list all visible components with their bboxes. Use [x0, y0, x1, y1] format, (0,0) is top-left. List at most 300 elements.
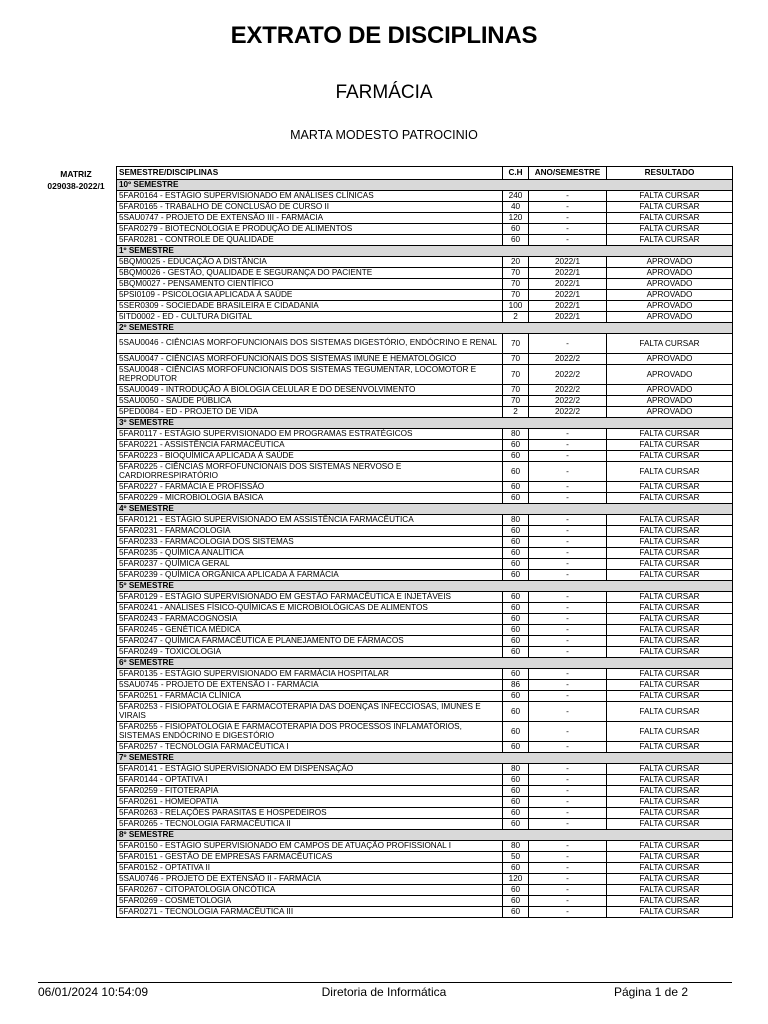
discipline-hours: 60 — [503, 559, 529, 570]
discipline-term: - — [529, 786, 607, 797]
discipline-row — [117, 451, 733, 462]
matriz-code: 029038-2022/1 — [47, 181, 105, 191]
discipline-row — [117, 680, 733, 691]
discipline-row — [117, 301, 733, 312]
discipline-result: FALTA CURSAR — [607, 896, 733, 907]
discipline-name: 5SER0309 - SOCIEDADE BRASILEIRA E CIDADANIA — [117, 301, 503, 312]
discipline-row — [117, 592, 733, 603]
document-title: EXTRATO DE DISCIPLINAS — [230, 22, 538, 49]
discipline-term: - — [529, 742, 607, 753]
discipline-name: 5FAR0117 - ESTÁGIO SUPERVISIONADO EM PROGRAMAS ESTRATÉGICOS — [117, 429, 503, 440]
discipline-result: FALTA CURSAR — [607, 885, 733, 896]
discipline-row — [117, 440, 733, 451]
discipline-hours: 60 — [503, 702, 529, 722]
discipline-name: 5FAR0281 - CONTROLE DE QUALIDADE — [117, 235, 503, 246]
table-header-row — [117, 167, 733, 180]
discipline-hours: 60 — [503, 548, 529, 559]
footer-page-number: Página 1 de 2 — [613, 985, 688, 999]
discipline-result: APROVADO — [607, 396, 733, 407]
discipline-name: 5SAU0046 - CIÊNCIAS MORFOFUNCIONAIS DOS SISTEMAS DIGESTÓRIO, ENDÓCRINO E RENAL — [117, 334, 503, 354]
discipline-hours: 60 — [503, 625, 529, 636]
discipline-result: FALTA CURSAR — [607, 592, 733, 603]
discipline-result: FALTA CURSAR — [607, 691, 733, 702]
discipline-result: FALTA CURSAR — [607, 191, 733, 202]
discipline-name: 5FAR0165 - TRABALHO DE CONCLUSÃO DE CURSO II — [117, 202, 503, 213]
discipline-name: 5FAR0243 - FARMACOGNOSIA — [117, 614, 503, 625]
discipline-name: 5ITD0002 - ED - CULTURA DIGITAL — [117, 312, 503, 323]
discipline-term: - — [529, 224, 607, 235]
discipline-result: FALTA CURSAR — [607, 775, 733, 786]
discipline-name: 5FAR0152 - OPTATIVA II — [117, 863, 503, 874]
discipline-name: 5FAR0164 - ESTÁGIO SUPERVISIONADO EM ANÁLISES CLÍNICAS — [117, 191, 503, 202]
discipline-name: 5FAR0223 - BIOQUÍMICA APLICADA À SAÚDE — [117, 451, 503, 462]
discipline-result: APROVADO — [607, 268, 733, 279]
discipline-hours: 40 — [503, 202, 529, 213]
semester-label: 3º SEMESTRE — [117, 418, 733, 429]
discipline-result: FALTA CURSAR — [607, 841, 733, 852]
footer-divider — [38, 982, 732, 983]
discipline-row — [117, 669, 733, 680]
discipline-row — [117, 852, 733, 863]
discipline-name: 5SAU0746 - PROJETO DE EXTENSÃO II - FARMÁCIA — [117, 874, 503, 885]
discipline-term: - — [529, 482, 607, 493]
discipline-hours: 80 — [503, 841, 529, 852]
discipline-row — [117, 235, 733, 246]
discipline-term: - — [529, 603, 607, 614]
discipline-name: 5FAR0237 - QUÍMICA GERAL — [117, 559, 503, 570]
discipline-row — [117, 213, 733, 224]
discipline-row — [117, 797, 733, 808]
discipline-name: 5BQM0027 - PENSAMENTO CIENTÍFICO — [117, 279, 503, 290]
discipline-hours: 60 — [503, 526, 529, 537]
discipline-row — [117, 279, 733, 290]
discipline-term: - — [529, 907, 607, 918]
discipline-hours: 60 — [503, 722, 529, 742]
discipline-hours: 60 — [503, 647, 529, 658]
discipline-term: 2022/2 — [529, 396, 607, 407]
discipline-term: - — [529, 722, 607, 742]
discipline-hours: 60 — [503, 493, 529, 504]
discipline-row — [117, 548, 733, 559]
discipline-result: FALTA CURSAR — [607, 797, 733, 808]
discipline-name: 5FAR0265 - TECNOLOGIA FARMACÊUTICA II — [117, 819, 503, 830]
discipline-row — [117, 775, 733, 786]
discipline-hours: 2 — [503, 312, 529, 323]
discipline-term: 2022/2 — [529, 365, 607, 385]
student-name: MARTA MODESTO PATROCINIO — [290, 128, 478, 142]
discipline-row — [117, 885, 733, 896]
discipline-name: 5FAR0257 - TECNOLOGIA FARMACÊUTICA I — [117, 742, 503, 753]
discipline-result: FALTA CURSAR — [607, 863, 733, 874]
discipline-term: - — [529, 797, 607, 808]
discipline-result: APROVADO — [607, 385, 733, 396]
semester-label: 5º SEMESTRE — [117, 581, 733, 592]
discipline-name: 5FAR0225 - CIÊNCIAS MORFOFUNCIONAIS DOS SISTEMAS NERVOSO E CARDIORRESPIRATÓRIO — [117, 462, 503, 482]
discipline-hours: 60 — [503, 885, 529, 896]
discipline-name: 5SAU0747 - PROJETO DE EXTENSÃO III - FARMÁCIA — [117, 213, 503, 224]
discipline-term: - — [529, 592, 607, 603]
discipline-hours: 60 — [503, 603, 529, 614]
discipline-result: FALTA CURSAR — [607, 614, 733, 625]
discipline-name: 5FAR0241 - ANÁLISES FÍSICO-QUÍMICAS E MICROBIOLÓGICAS DE ALIMENTOS — [117, 603, 503, 614]
discipline-hours: 100 — [503, 301, 529, 312]
discipline-name: 5FAR0151 - GESTÃO DE EMPRESAS FARMACÊUTICAS — [117, 852, 503, 863]
discipline-row — [117, 515, 733, 526]
column-header-resultado: RESULTADO — [607, 167, 733, 180]
discipline-term: 2022/1 — [529, 301, 607, 312]
discipline-hours: 120 — [503, 213, 529, 224]
discipline-result: FALTA CURSAR — [607, 440, 733, 451]
discipline-result: FALTA CURSAR — [607, 680, 733, 691]
semester-header-row — [117, 830, 733, 841]
discipline-row — [117, 365, 733, 385]
discipline-result: FALTA CURSAR — [607, 570, 733, 581]
discipline-hours: 60 — [503, 235, 529, 246]
discipline-term: 2022/2 — [529, 407, 607, 418]
discipline-row — [117, 257, 733, 268]
discipline-term: 2022/2 — [529, 354, 607, 365]
discipline-result: APROVADO — [607, 279, 733, 290]
discipline-name: 5FAR0231 - FARMACOLOGIA — [117, 526, 503, 537]
discipline-result: FALTA CURSAR — [607, 907, 733, 918]
discipline-term: - — [529, 191, 607, 202]
discipline-term: - — [529, 462, 607, 482]
discipline-term: - — [529, 213, 607, 224]
discipline-result: APROVADO — [607, 354, 733, 365]
discipline-name: 5PED0084 - ED - PROJETO DE VIDA — [117, 407, 503, 418]
discipline-term: - — [529, 235, 607, 246]
discipline-result: APROVADO — [607, 365, 733, 385]
discipline-row — [117, 764, 733, 775]
discipline-term: - — [529, 885, 607, 896]
discipline-row — [117, 526, 733, 537]
discipline-result: FALTA CURSAR — [607, 742, 733, 753]
discipline-name: 5FAR0227 - FARMÁCIA E PROFISSÃO — [117, 482, 503, 493]
discipline-term: 2022/1 — [529, 257, 607, 268]
discipline-hours: 60 — [503, 786, 529, 797]
discipline-hours: 60 — [503, 691, 529, 702]
discipline-name: 5FAR0135 - ESTÁGIO SUPERVISIONADO EM FARMÁCIA HOSPITALAR — [117, 669, 503, 680]
discipline-name: 5PSI0109 - PSICOLOGIA APLICADA À SAÚDE — [117, 290, 503, 301]
discipline-hours: 60 — [503, 614, 529, 625]
discipline-result: FALTA CURSAR — [607, 429, 733, 440]
discipline-term: - — [529, 647, 607, 658]
discipline-row — [117, 742, 733, 753]
discipline-hours: 60 — [503, 570, 529, 581]
discipline-result: FALTA CURSAR — [607, 852, 733, 863]
discipline-term: - — [529, 896, 607, 907]
discipline-name: 5FAR0221 - ASSISTÊNCIA FARMACÊUTICA — [117, 440, 503, 451]
discipline-result: FALTA CURSAR — [607, 224, 733, 235]
discipline-name: 5FAR0269 - COSMETOLOGIA — [117, 896, 503, 907]
discipline-result: APROVADO — [607, 301, 733, 312]
discipline-hours: 70 — [503, 268, 529, 279]
discipline-name: 5FAR0271 - TECNOLOGIA FARMACÊUTICA III — [117, 907, 503, 918]
discipline-name: 5FAR0233 - FARMACOLOGIA DOS SISTEMAS — [117, 537, 503, 548]
discipline-term: 2022/1 — [529, 312, 607, 323]
discipline-result: FALTA CURSAR — [607, 559, 733, 570]
discipline-row — [117, 385, 733, 396]
discipline-name: 5FAR0263 - RELAÇÕES PARASITAS E HOSPEDEIROS — [117, 808, 503, 819]
discipline-hours: 60 — [503, 537, 529, 548]
discipline-term: - — [529, 841, 607, 852]
discipline-hours: 120 — [503, 874, 529, 885]
discipline-row — [117, 396, 733, 407]
discipline-name: 5FAR0150 - ESTÁGIO SUPERVISIONADO EM CAMPOS DE ATUAÇÃO PROFISSIONAL I — [117, 841, 503, 852]
semester-header-row — [117, 246, 733, 257]
discipline-result: FALTA CURSAR — [607, 636, 733, 647]
discipline-hours: 60 — [503, 462, 529, 482]
discipline-hours: 60 — [503, 775, 529, 786]
discipline-term: - — [529, 515, 607, 526]
discipline-term: - — [529, 852, 607, 863]
discipline-result: APROVADO — [607, 257, 733, 268]
discipline-hours: 60 — [503, 482, 529, 493]
semester-label: 4º SEMESTRE — [117, 504, 733, 515]
discipline-name: 5FAR0259 - FITOTERAPIA — [117, 786, 503, 797]
discipline-result: FALTA CURSAR — [607, 874, 733, 885]
discipline-term: 2022/1 — [529, 279, 607, 290]
discipline-name: 5FAR0247 - QUÍMICA FARMACÊUTICA E PLANEJAMENTO DE FÁRMACOS — [117, 636, 503, 647]
column-header-ano-semestre: ANO/SEMESTRE — [529, 167, 607, 180]
discipline-name: 5BQM0026 - GESTÃO, QUALIDADE E SEGURANÇA DO PACIENTE — [117, 268, 503, 279]
semester-header-row — [117, 658, 733, 669]
discipline-term: - — [529, 775, 607, 786]
discipline-row — [117, 268, 733, 279]
discipline-row — [117, 493, 733, 504]
discipline-row — [117, 559, 733, 570]
semester-header-row — [117, 753, 733, 764]
discipline-term: - — [529, 636, 607, 647]
discipline-name: 5SAU0049 - INTRODUÇÃO À BIOLOGIA CELULAR E DO DESENVOLVIMENTO — [117, 385, 503, 396]
discipline-row — [117, 625, 733, 636]
discipline-hours: 80 — [503, 515, 529, 526]
discipline-hours: 240 — [503, 191, 529, 202]
discipline-result: FALTA CURSAR — [607, 202, 733, 213]
discipline-name: 5FAR0279 - BIOTECNOLOGIA E PRODUÇÃO DE ALIMENTOS — [117, 224, 503, 235]
discipline-result: FALTA CURSAR — [607, 722, 733, 742]
discipline-hours: 60 — [503, 808, 529, 819]
discipline-term: - — [529, 526, 607, 537]
discipline-row — [117, 290, 733, 301]
discipline-row — [117, 702, 733, 722]
matriz-block — [38, 168, 114, 192]
discipline-hours: 86 — [503, 680, 529, 691]
discipline-term: - — [529, 429, 607, 440]
semester-header-row — [117, 581, 733, 592]
discipline-row — [117, 202, 733, 213]
semester-header-row — [117, 418, 733, 429]
discipline-hours: 60 — [503, 669, 529, 680]
discipline-row — [117, 614, 733, 625]
discipline-row — [117, 896, 733, 907]
discipline-term: - — [529, 691, 607, 702]
discipline-term: 2022/1 — [529, 290, 607, 301]
discipline-hours: 70 — [503, 365, 529, 385]
discipline-hours: 20 — [503, 257, 529, 268]
discipline-result: FALTA CURSAR — [607, 515, 733, 526]
discipline-hours: 50 — [503, 852, 529, 863]
discipline-hours: 60 — [503, 742, 529, 753]
discipline-row — [117, 841, 733, 852]
discipline-result: APROVADO — [607, 407, 733, 418]
discipline-result: FALTA CURSAR — [607, 819, 733, 830]
discipline-term: - — [529, 702, 607, 722]
footer-datetime: 06/01/2024 10:54:09 — [38, 985, 149, 999]
discipline-result: FALTA CURSAR — [607, 548, 733, 559]
discipline-result: FALTA CURSAR — [607, 451, 733, 462]
discipline-name: 5FAR0255 - FISIOPATOLOGIA E FARMACOTERAPIA DOS PROCESSOS INFLAMATÓRIOS, SISTEMAS ENDÓCRINO E DIGESTÓRIO — [117, 722, 503, 742]
discipline-name: 5FAR0267 - CITOPATOLOGIA ONCÓTICA — [117, 885, 503, 896]
discipline-result: FALTA CURSAR — [607, 702, 733, 722]
discipline-result: FALTA CURSAR — [607, 808, 733, 819]
discipline-row — [117, 429, 733, 440]
disciplines-table — [116, 166, 733, 918]
semester-label: 1º SEMESTRE — [117, 246, 733, 257]
discipline-name: 5SAU0745 - PROJETO DE EXTENSÃO I - FARMÁCIA — [117, 680, 503, 691]
discipline-name: 5FAR0229 - MICROBIOLOGIA BÁSICA — [117, 493, 503, 504]
discipline-name: 5FAR0129 - ESTÁGIO SUPERVISIONADO EM GESTÃO FARMACÊUTICA E INJETÁVEIS — [117, 592, 503, 603]
discipline-result: FALTA CURSAR — [607, 537, 733, 548]
discipline-term: 2022/2 — [529, 385, 607, 396]
semester-header-row — [117, 180, 733, 191]
discipline-term: - — [529, 559, 607, 570]
discipline-hours: 60 — [503, 896, 529, 907]
discipline-name: 5FAR0253 - FISIOPATOLOGIA E FARMACOTERAPIA DAS DOENÇAS INFECCIOSAS, IMUNES E VIRAIS — [117, 702, 503, 722]
discipline-name: 5FAR0235 - QUÍMICA ANALÍTICA — [117, 548, 503, 559]
discipline-row — [117, 874, 733, 885]
discipline-term: - — [529, 625, 607, 636]
discipline-hours: 70 — [503, 354, 529, 365]
discipline-hours: 60 — [503, 440, 529, 451]
semester-label: 10º SEMESTRE — [117, 180, 733, 191]
discipline-result: FALTA CURSAR — [607, 786, 733, 797]
discipline-result: APROVADO — [607, 312, 733, 323]
discipline-term: - — [529, 548, 607, 559]
discipline-row — [117, 407, 733, 418]
discipline-term: - — [529, 334, 607, 354]
semester-header-row — [117, 323, 733, 334]
discipline-name: 5FAR0141 - ESTÁGIO SUPERVISIONADO EM DISPENSAÇÃO — [117, 764, 503, 775]
discipline-term: - — [529, 570, 607, 581]
discipline-result: FALTA CURSAR — [607, 493, 733, 504]
discipline-name: 5FAR0251 - FARMÁCIA CLÍNICA — [117, 691, 503, 702]
discipline-name: 5FAR0121 - ESTÁGIO SUPERVISIONADO EM ASSISTÊNCIA FARMACÊUTICA — [117, 515, 503, 526]
discipline-row — [117, 863, 733, 874]
discipline-result: FALTA CURSAR — [607, 235, 733, 246]
discipline-term: - — [529, 537, 607, 548]
discipline-row — [117, 786, 733, 797]
discipline-name: 5FAR0261 - HOMEOPATIA — [117, 797, 503, 808]
semester-label: 2º SEMESTRE — [117, 323, 733, 334]
discipline-row — [117, 334, 733, 354]
discipline-row — [117, 603, 733, 614]
discipline-row — [117, 312, 733, 323]
discipline-hours: 80 — [503, 764, 529, 775]
discipline-name: 5BQM0025 - EDUCAÇÃO A DISTÂNCIA — [117, 257, 503, 268]
discipline-term: - — [529, 680, 607, 691]
discipline-hours: 70 — [503, 290, 529, 301]
discipline-hours: 60 — [503, 592, 529, 603]
discipline-result: FALTA CURSAR — [607, 625, 733, 636]
footer-department: Diretoria de Informática — [321, 985, 447, 999]
discipline-row — [117, 907, 733, 918]
discipline-result: FALTA CURSAR — [607, 482, 733, 493]
discipline-term: - — [529, 493, 607, 504]
course-name: FARMÁCIA — [335, 82, 433, 103]
discipline-result: FALTA CURSAR — [607, 213, 733, 224]
discipline-name: 5FAR0249 - TOXICOLOGIA — [117, 647, 503, 658]
discipline-term: - — [529, 440, 607, 451]
discipline-name: 5SAU0047 - CIÊNCIAS MORFOFUNCIONAIS DOS SISTEMAS IMUNE E HEMATOLÓGICO — [117, 354, 503, 365]
discipline-row — [117, 647, 733, 658]
discipline-row — [117, 808, 733, 819]
discipline-name: 5FAR0245 - GENÉTICA MÉDICA — [117, 625, 503, 636]
discipline-hours: 60 — [503, 797, 529, 808]
discipline-term: - — [529, 819, 607, 830]
discipline-row — [117, 537, 733, 548]
discipline-term: - — [529, 874, 607, 885]
discipline-hours: 60 — [503, 224, 529, 235]
discipline-result: FALTA CURSAR — [607, 764, 733, 775]
discipline-result: FALTA CURSAR — [607, 647, 733, 658]
discipline-row — [117, 691, 733, 702]
semester-label: 8º SEMESTRE — [117, 830, 733, 841]
discipline-hours: 2 — [503, 407, 529, 418]
discipline-name: 5FAR0144 - OPTATIVA I — [117, 775, 503, 786]
discipline-name: 5SAU0048 - CIÊNCIAS MORFOFUNCIONAIS DOS SISTEMAS TEGUMENTAR, LOCOMOTOR E REPRODUTOR — [117, 365, 503, 385]
discipline-row — [117, 462, 733, 482]
discipline-name: 5SAU0050 - SAÚDE PÚBLICA — [117, 396, 503, 407]
column-header-ch: C.H — [503, 167, 529, 180]
discipline-hours: 70 — [503, 334, 529, 354]
discipline-term: - — [529, 202, 607, 213]
discipline-row — [117, 819, 733, 830]
discipline-hours: 70 — [503, 279, 529, 290]
discipline-name: 5FAR0239 - QUÍMICA ORGÂNICA APLICADA À FARMÁCIA — [117, 570, 503, 581]
discipline-row — [117, 191, 733, 202]
column-header-disciplinas: SEMESTRE/DISCIPLINAS — [117, 167, 503, 180]
discipline-row — [117, 722, 733, 742]
discipline-row — [117, 224, 733, 235]
discipline-hours: 60 — [503, 636, 529, 647]
discipline-hours: 70 — [503, 396, 529, 407]
discipline-result: APROVADO — [607, 290, 733, 301]
semester-label: 7º SEMESTRE — [117, 753, 733, 764]
discipline-result: FALTA CURSAR — [607, 462, 733, 482]
discipline-result: FALTA CURSAR — [607, 669, 733, 680]
discipline-hours: 70 — [503, 385, 529, 396]
semester-header-row — [117, 504, 733, 515]
discipline-hours: 60 — [503, 451, 529, 462]
discipline-row — [117, 636, 733, 647]
discipline-result: FALTA CURSAR — [607, 526, 733, 537]
discipline-hours: 60 — [503, 819, 529, 830]
discipline-term: - — [529, 669, 607, 680]
discipline-term: - — [529, 764, 607, 775]
discipline-term: - — [529, 451, 607, 462]
discipline-row — [117, 570, 733, 581]
semester-label: 6º SEMESTRE — [117, 658, 733, 669]
discipline-row — [117, 354, 733, 365]
discipline-hours: 80 — [503, 429, 529, 440]
matriz-label: MATRIZ — [60, 169, 92, 179]
discipline-term: - — [529, 614, 607, 625]
discipline-result: FALTA CURSAR — [607, 603, 733, 614]
discipline-term: - — [529, 863, 607, 874]
discipline-result: FALTA CURSAR — [607, 334, 733, 354]
discipline-hours: 60 — [503, 863, 529, 874]
